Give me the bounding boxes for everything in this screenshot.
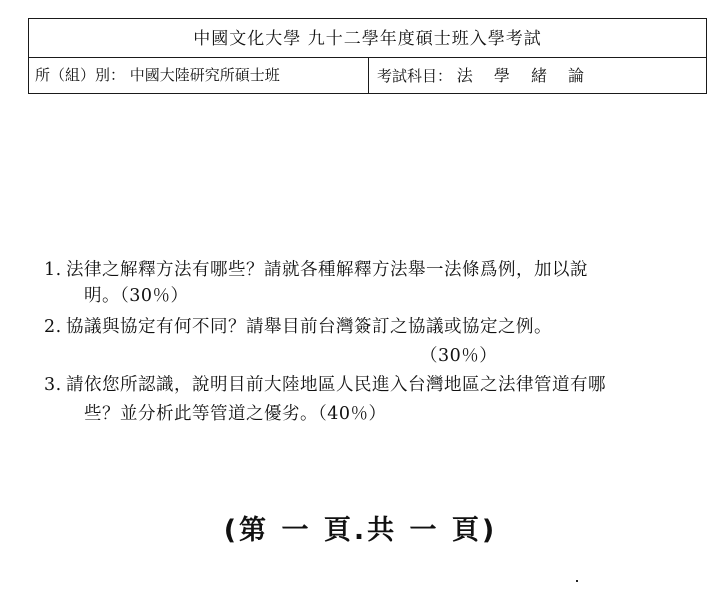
- question-3-continuation: 些？並分析此等管道之優劣。（40％）: [84, 404, 387, 424]
- subject-value: 法 學 緒 論: [456, 66, 593, 85]
- question-number: 1.: [44, 260, 62, 280]
- exam-title: 中國文化大學 九十二學年度碩士班入學考試: [29, 19, 706, 58]
- question-text: 法律之解釋方法有哪些？請就各種解釋方法舉一法條爲例，加以說: [66, 260, 588, 280]
- page-number-footer: (第 一 頁.共 一 頁): [223, 515, 498, 546]
- department-label: 所（組）別：: [35, 66, 126, 84]
- department-value: 中國大陸研究所碩士班: [129, 66, 280, 84]
- subject-label: 考試科目：: [377, 67, 453, 85]
- question-text: 協議與協定有何不同？請舉目前台灣簽訂之協議或協定之例。: [66, 317, 552, 337]
- question-number: 2.: [44, 317, 62, 337]
- scan-speck: [576, 580, 578, 582]
- question-2: [44, 313, 552, 341]
- question-3: [44, 371, 606, 399]
- question-1-continuation: 明。（30％）: [84, 286, 189, 306]
- question-number: 3.: [44, 375, 62, 395]
- subject-cell: [369, 58, 706, 93]
- exam-header: [28, 18, 707, 94]
- question-text: 請依您所認識，說明目前大陸地區人民進入台灣地區之法律管道有哪: [66, 375, 606, 395]
- question-2-continuation: （30％）: [420, 346, 498, 366]
- question-1: [44, 256, 588, 284]
- department-cell: [29, 58, 369, 93]
